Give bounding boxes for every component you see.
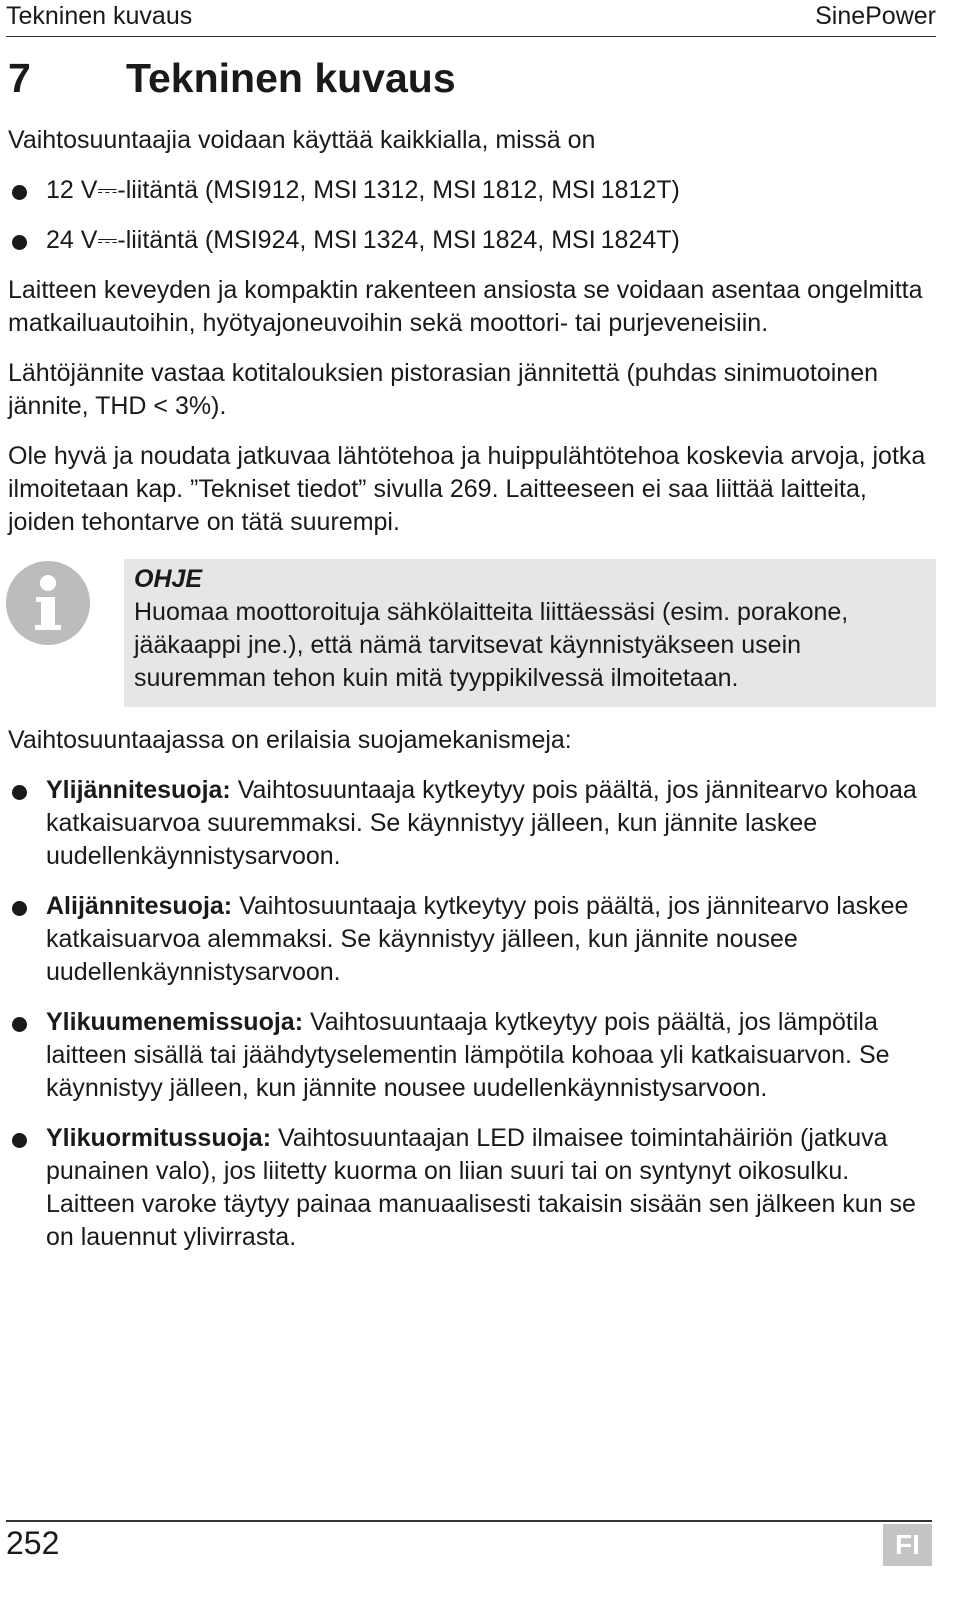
list-item	[8, 1122, 936, 1254]
voltage-list	[8, 174, 936, 257]
note-text: Huomaa moottoroituja sähkölaitteita liittäessäsi (esim. porakone, jääkaappi jne.), että nämä tarvitsevat käynnistyäkseen usein suuremman tehon kuin mitä tyyppikilvessä ilmoitetaan.	[134, 598, 849, 692]
chapter-number: 7	[8, 55, 31, 101]
note-title: OHJE	[134, 565, 203, 593]
list-item: 12 V⎓-liitäntä (MSI912, MSI 1312, MSI 1812, MSI 1812T)	[8, 174, 936, 207]
list-item	[8, 1006, 936, 1105]
page-header	[6, 0, 936, 37]
protection-intro: Vaihtosuuntaajassa on erilaisia suojamekanismeja:	[8, 726, 572, 754]
protection-description: Vaihtosuuntaaja kytkeytyy pois päältä, jos jännitearvo kohoaa katkaisuarvoa suuremmaksi. Se käynnistyy jälleen, kun jännite laskee uudellenkäynnistysarvoon.	[46, 776, 917, 870]
protection-description: Vaihtosuuntaaja kytkeytyy pois päältä, jos lämpötila laitteen sisällä tai jäähdytyselementin lämpötila kohoaa yli katkaisuarvon. Se käynnistyy jälleen, kun jännite nousee uudellenkäynnistysarvoon.	[46, 1008, 890, 1102]
page-number: 252	[6, 1525, 60, 1561]
page-content	[8, 50, 936, 1254]
list-item	[8, 890, 936, 989]
list-item: 24 V⎓-liitäntä (MSI924, MSI 1324, MSI 1824, MSI 1824T)	[8, 224, 936, 257]
protection-term: Ylijännitesuoja:	[46, 776, 231, 804]
list-item	[8, 774, 936, 873]
language-badge: FI	[883, 1524, 932, 1566]
chapter-title: Tekninen kuvaus	[126, 55, 456, 101]
paragraph-installation: Laitteen keveyden ja kompaktin rakenteen ansiosta se voidaan asentaa ongelmitta matkailuautoihin, hyötyajoneuvoihin sekä moottori- tai purjeveneisiin.	[8, 276, 923, 337]
paragraph-output-voltage: Lähtöjännite vastaa kotitalouksien pistorasian jännitettä (puhdas sinimuotoinen jännite, THD < 3%).	[8, 359, 879, 420]
protection-list	[8, 774, 936, 1254]
header-product-name: SinePower	[815, 2, 936, 30]
paragraph-power-limits: Ole hyvä ja noudata jatkuvaa lähtötehoa ja huippulähtötehoa koskevia arvoja, jotka ilmoitetaan kap. ”Tekniset tiedot” sivulla 269. Laitteeseen ei saa liittää laitteita, joiden tehontarve on tätä suurempi.	[8, 442, 926, 536]
protection-term: Ylikuormitussuoja:	[46, 1124, 272, 1152]
info-icon	[6, 561, 90, 645]
footer-divider	[6, 1520, 932, 1522]
protection-description: Vaihtosuuntaajan LED ilmaisee toimintahäiriön (jatkuva punainen valo), jos liitetty kuorma on liian suuri tai on syntynyt oikosulku. Laitteen varoke täytyy painaa manuaalisesti takaisin sisään sen jälkeen kun se on lauennut ylivirrasta.	[46, 1124, 916, 1251]
protection-term: Alijännitesuoja:	[46, 892, 233, 920]
header-section-title: Tekninen kuvaus	[6, 2, 193, 30]
protection-term: Ylikuumenemissuoja:	[46, 1008, 304, 1036]
note-block	[8, 559, 936, 709]
protection-description: Vaihtosuuntaaja kytkeytyy pois päältä, jos jännitearvo laskee katkaisuarvoa alemmaksi. Se käynnistyy jälleen, kun jännite nousee uudellenkäynnistysarvoon.	[46, 892, 909, 986]
chapter-heading	[8, 50, 936, 106]
note-box	[124, 559, 936, 707]
intro-text: Vaihtosuuntaajia voidaan käyttää kaikkialla, missä on	[8, 126, 596, 154]
